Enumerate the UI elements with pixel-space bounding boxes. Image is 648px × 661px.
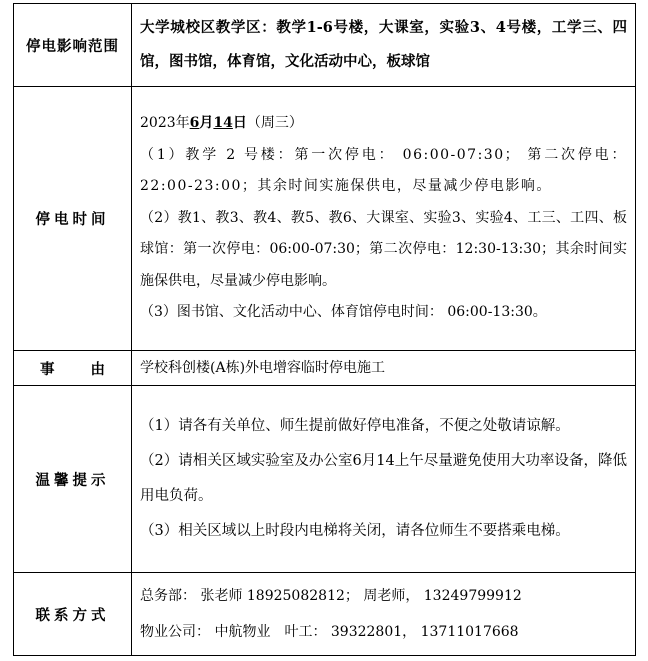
date-month: 6 xyxy=(189,115,200,132)
reason-label xyxy=(14,351,132,386)
contact-content xyxy=(132,573,636,656)
time-item-2: （2）教1、教3、教4、教5、教6、大课室、实验3、实验4、工三、工四、板球馆：第一次停电：06:00-07:30；第二次停电：12:30-13:30；其余时间实施保供电，尽量减少停电影响。 xyxy=(140,209,627,289)
tips-item-1: （1）请各有关单位、师生提前做好停电准备，不便之处敬请谅解。 xyxy=(140,418,570,434)
tips-item-3: （3）相关区域以上时段内电梯将关闭，请各位师生不要搭乘电梯。 xyxy=(140,523,570,539)
time-item-1: （1）教学 2 号楼：第一次停电： 06:00-07:30； 第二次停电： 22:00-23:00；其余时间实施保供电，尽量减少停电影响。 xyxy=(140,146,627,195)
date-month-unit: 月 xyxy=(199,115,214,132)
scope-row xyxy=(14,4,636,87)
scope-label: 停电影响范围 xyxy=(14,4,132,87)
reason-content: 学校科创楼(A栋)外电增容临时停电施工 xyxy=(132,351,636,386)
tips-label: 温馨提示 xyxy=(14,386,132,573)
tips-item-2: （2）请相关区域实验室及办公室6月14上午尽量避免使用大功率设备，降低用电负荷。 xyxy=(140,453,627,504)
time-item-3: （3）图书馆、文化活动中心、体育馆停电时间： 06:00-13:30。 xyxy=(140,304,547,321)
reason-label-char-1: 事 xyxy=(40,361,55,378)
date-weekday: （周三） xyxy=(246,115,303,132)
tips-content xyxy=(132,386,636,573)
contact-line-2: 物业公司： 中航物业 叶工： 39322801， 13711017668 xyxy=(140,624,519,640)
notice-table xyxy=(13,3,636,656)
date-line xyxy=(140,108,627,140)
contact-row xyxy=(14,573,636,656)
date-day-unit: 日 xyxy=(232,115,247,132)
time-label: 停电时间 xyxy=(14,87,132,351)
date-day: 14 xyxy=(213,115,233,132)
contact-label: 联系方式 xyxy=(14,573,132,656)
reason-label-char-2: 由 xyxy=(90,361,105,378)
scope-content: 大学城校区教学区：教学1-6号楼，大课室，实验3、4号楼，工学三、四馆，图书馆，体育馆，文化活动中心，板球馆 xyxy=(132,4,636,87)
contact-line-1: 总务部： 张老师 18925082812； 周老师， 13249799912 xyxy=(140,588,522,604)
tips-row xyxy=(14,386,636,573)
time-content xyxy=(132,87,636,351)
date-prefix: 2023年 xyxy=(140,115,190,132)
reason-row xyxy=(14,351,636,386)
time-row xyxy=(14,87,636,351)
